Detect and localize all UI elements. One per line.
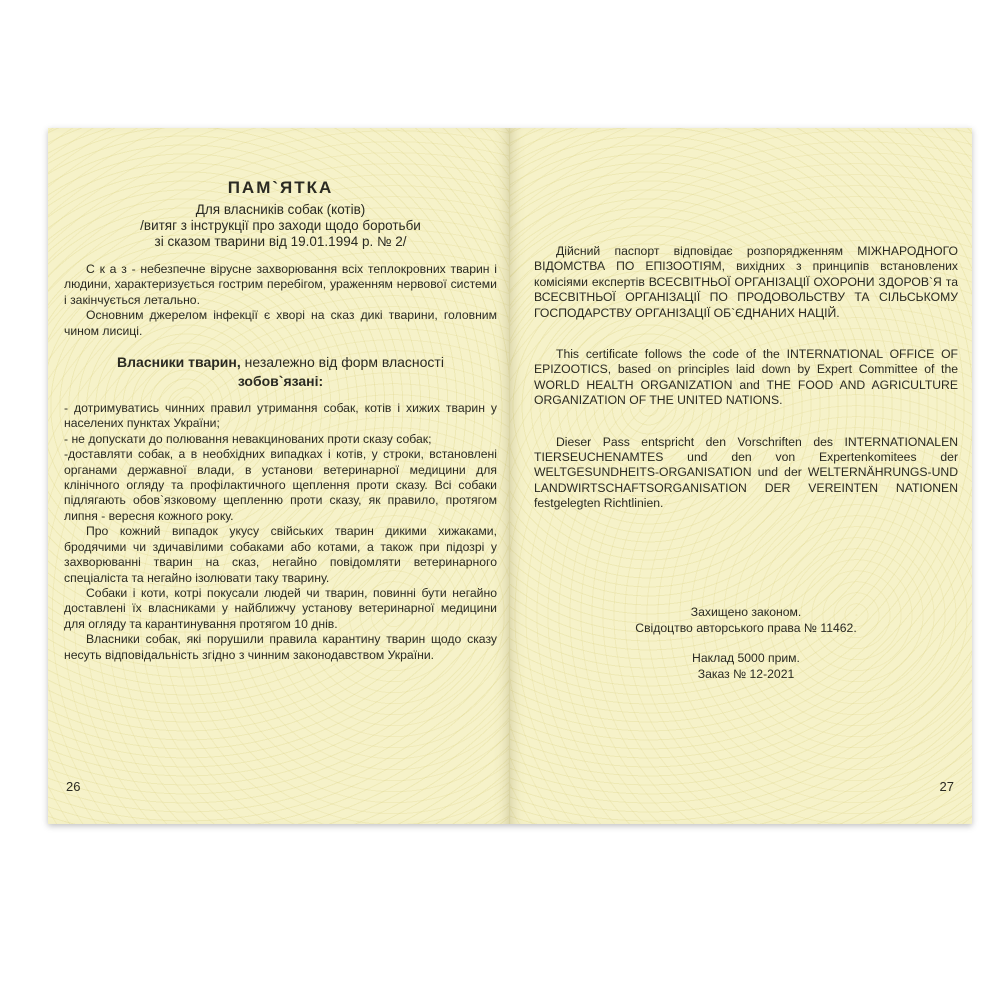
rabies-definition: С к а з - небезпечне вірусне захворювання всіх теплокровних тварин і людини, характеризується гострим перебігом, ураженням нервової системи і закінчується летально.: [64, 262, 497, 307]
duty-item-3: -доставляти собак, а в необхідних випадках і котів, у строки, встановлені органами державної влади, в установи ветеринарної медицини для клінічного огляду та профілактичного щеплення проти сказу. Всі собаки підлягають обов`язковому щепленню проти сказу, як правило, протягом липня - вересня кожного року.: [64, 447, 497, 523]
right-page: [510, 128, 972, 824]
ukrainian-notice: Дійсний паспорт відповідає розпорядженням МІЖНАРОДНОГО ВІДОМСТВА ПО ЕПІЗООТІЯМ, вихідних з принципів встановлених комісіями експертів ВСЕСВІТНЬОЇ ОРГАНІЗАЦІЇ ОХОРОНИ ЗДОРОВ`Я та ВСЕСВІТНЬОЇ ОРГАНІЗАЦІЇ ПО ПРОДОВОЛЬСТВУ ТА СІЛЬСЬКОМУ ГОСПОДАРСТВУ ОРГАНІЗАЦІЇ ОБ`ЄДНАНИХ НАЦІЙ.: [534, 244, 958, 320]
order-number: Заказ № 12-2021: [697, 666, 795, 681]
print-run: Наклад 5000 прим.: [692, 650, 800, 665]
infection-source: Основним джерелом інфекції є хворі на сказ дикі тварини, головним чином лисиці.: [64, 308, 497, 338]
memo-subtitle-line-3: зі сказом тварини від 19.01.1994 р. № 2/: [154, 234, 407, 249]
copyright-certificate: Свідоцтво авторського права № 11462.: [635, 620, 857, 635]
german-notice: Dieser Pass entspricht den Vorschriften des INTERNATIONALEN TIERSEUCHENAMTES und den von Expertenkomitees der WELTGESUNDHEITS-ORGANISATION und der WELTERNÄHRUNGS-UND LANDWIRTSCHAFTSORGANISATION DER VEREINTEN NATIONEN festgelegten Richtlinien.: [534, 434, 958, 511]
duty-item-2: - не допускати до полювання невакцинованих проти сказу собак;: [64, 431, 432, 446]
bite-report-paragraph: Про кожний випадок укусу свійських тварин дикими хижаками, бродячими чи здичавілими собаками або котами, а також при підозрі у захворюванні тварин на сказ, негайно повідомляти ветеринарного спеціаліста та негайно ізолювати таку тварину.: [64, 524, 497, 585]
protected-by-law: Захищено законом.: [690, 604, 802, 619]
owners-heading: [64, 353, 497, 371]
owners-heading-bold: Власники тварин,: [117, 354, 241, 371]
memo-subtitle-line-1: Для власників собак (котів): [195, 202, 366, 217]
memo-title: ПАМ`ЯТКА: [227, 178, 334, 197]
duty-item-1: - дотримуватись чинних правил утримання собак, котів і хижих тварин у населених пунктах України;: [64, 401, 497, 431]
english-notice: This certificate follows the code of the INTERNATIONAL OFFICE OF EPIZOOTICS, based on principles laid down by Expert Committee of the WORLD HEALTH ORGANIZATION and THE FOOD AND AGRICULTURE ORGANIZATION OF THE UNITED NATIONS.: [534, 347, 958, 408]
page-number-right: 27: [939, 779, 954, 794]
memo-subtitle-line-2: /витяг з інструкції про заходи щодо боротьби: [140, 218, 421, 233]
liability-paragraph: Власники собак, які порушили правила карантину тварин щодо сказу несуть відповідальність згідно з чинним законодавством України.: [64, 632, 497, 662]
page-number-left: 26: [66, 779, 81, 794]
owners-heading-rest: незалежно від форм власності: [240, 354, 444, 371]
left-page: [48, 128, 510, 824]
bitten-animals-paragraph: Собаки і коти, котрі покусали людей чи тварин, повинні бути негайно доставлені їх власниками у найближчу установу ветеринарної медицини для огляду та карантинування протягом 10 днів.: [64, 585, 497, 631]
obliged-heading: зобов`язані:: [237, 373, 324, 390]
footer-spacer: [534, 636, 958, 650]
passport-spread: [48, 128, 972, 824]
